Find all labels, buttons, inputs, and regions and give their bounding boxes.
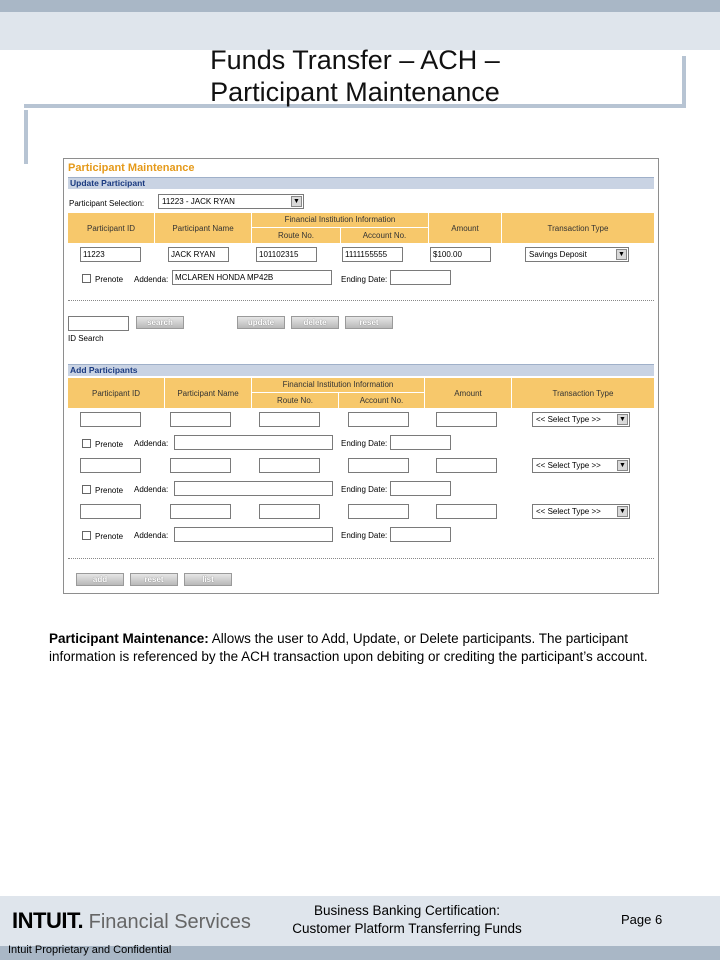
chevron-down-icon[interactable]: ▼ xyxy=(617,506,628,517)
amount-field[interactable] xyxy=(436,412,497,427)
footer-course-title xyxy=(262,902,552,938)
chevron-down-icon[interactable]: ▼ xyxy=(617,414,628,425)
ending-date-field[interactable] xyxy=(390,481,451,496)
participant-name-field[interactable] xyxy=(170,458,231,473)
prenote-label: Prenote xyxy=(95,532,124,541)
ending-date-field[interactable] xyxy=(390,527,451,542)
route-no-field[interactable] xyxy=(259,504,320,519)
header-participant-name: Participant Name xyxy=(155,213,251,243)
addenda-label: Addenda: xyxy=(134,439,169,448)
account-no-field[interactable]: 1111155555 xyxy=(342,247,403,262)
list-button[interactable]: list xyxy=(184,573,232,586)
header-transaction-type: Transaction Type xyxy=(512,378,654,408)
slide-title xyxy=(90,44,620,108)
header-participant-id: Participant ID xyxy=(68,378,164,408)
route-no-field[interactable]: 101102315 xyxy=(256,247,317,262)
header-account-no: Account No. xyxy=(341,227,428,243)
transaction-type-value: << Select Type >> xyxy=(536,415,601,424)
amount-field[interactable] xyxy=(436,458,497,473)
ending-date-label: Ending Date: xyxy=(341,275,388,284)
caption xyxy=(49,630,649,666)
header-amount: Amount xyxy=(429,213,501,243)
header-route-no: Route No. xyxy=(252,227,340,243)
update-participant-heading: Update Participant xyxy=(68,177,654,189)
addenda-field[interactable] xyxy=(174,527,333,542)
participant-selection-value: 11223 - JACK RYAN xyxy=(162,197,235,206)
logo-brand: INTUIT. xyxy=(12,908,84,933)
prenote-checkbox[interactable] xyxy=(82,439,91,448)
account-no-field[interactable] xyxy=(348,504,409,519)
participant-name-field[interactable] xyxy=(170,504,231,519)
reset-button[interactable]: reset xyxy=(345,316,393,329)
header-fi-info: Financial Institution Information xyxy=(252,213,428,227)
divider xyxy=(68,558,654,559)
ending-date-label: Ending Date: xyxy=(341,439,388,448)
header-fi-info: Financial Institution Information xyxy=(252,378,424,392)
transaction-type-value: << Select Type >> xyxy=(536,461,601,470)
ending-date-field[interactable] xyxy=(390,435,451,450)
ending-date-field[interactable] xyxy=(390,270,451,285)
prenote-label: Prenote xyxy=(95,440,124,449)
amount-field[interactable] xyxy=(436,504,497,519)
participant-id-field[interactable] xyxy=(80,412,141,427)
title-accent-left xyxy=(24,110,28,164)
transaction-type-dropdown[interactable] xyxy=(532,412,630,427)
participant-id-field[interactable]: 11223 xyxy=(80,247,141,262)
prenote-label: Prenote xyxy=(95,275,124,284)
route-no-field[interactable] xyxy=(259,458,320,473)
page-number: Page 6 xyxy=(621,912,663,927)
header-account-no: Account No. xyxy=(339,392,424,408)
slide-title-line2: Participant Maintenance xyxy=(210,77,500,107)
prenote-checkbox[interactable] xyxy=(82,485,91,494)
transaction-type-dropdown[interactable] xyxy=(532,504,630,519)
participant-selection-dropdown[interactable] xyxy=(158,194,304,209)
add-button[interactable]: add xyxy=(76,573,124,586)
participant-id-field[interactable] xyxy=(80,504,141,519)
top-band xyxy=(0,0,720,12)
header-amount: Amount xyxy=(425,378,511,408)
logo-subtitle: Financial Services xyxy=(83,911,251,933)
participant-maintenance-panel xyxy=(63,158,659,594)
transaction-type-value: Savings Deposit xyxy=(529,250,587,259)
chevron-down-icon[interactable]: ▼ xyxy=(617,460,628,471)
caption-text: Allows the user to Add, Update, or Delete participants. The participant information is referenced by the ACH transaction upon debiting or crediting the participant’s account. xyxy=(49,631,648,664)
divider xyxy=(68,300,654,301)
id-search-field[interactable] xyxy=(68,316,129,331)
reset-button[interactable]: reset xyxy=(130,573,178,586)
delete-button[interactable]: delete xyxy=(291,316,339,329)
search-button[interactable]: search xyxy=(136,316,184,329)
addenda-label: Addenda: xyxy=(134,275,169,284)
title-accent xyxy=(682,56,686,108)
add-participants-heading: Add Participants xyxy=(68,364,654,376)
id-search-label: ID Search xyxy=(68,334,104,343)
prenote-checkbox[interactable] xyxy=(82,531,91,540)
participant-name-field[interactable] xyxy=(170,412,231,427)
header-participant-id: Participant ID xyxy=(68,213,154,243)
slide-title-line1: Funds Transfer – ACH – xyxy=(210,45,500,75)
header-transaction-type: Transaction Type xyxy=(502,213,654,243)
addenda-label: Addenda: xyxy=(134,485,169,494)
account-no-field[interactable] xyxy=(348,458,409,473)
transaction-type-value: << Select Type >> xyxy=(536,507,601,516)
chevron-down-icon[interactable]: ▼ xyxy=(291,196,302,207)
route-no-field[interactable] xyxy=(259,412,320,427)
prenote-checkbox[interactable] xyxy=(82,274,91,283)
addenda-field[interactable] xyxy=(174,481,333,496)
chevron-down-icon[interactable]: ▼ xyxy=(616,249,627,260)
panel-title: Participant Maintenance xyxy=(68,162,195,174)
footer-line2: Customer Platform Transferring Funds xyxy=(292,921,522,936)
addenda-field[interactable] xyxy=(174,435,333,450)
ending-date-label: Ending Date: xyxy=(341,485,388,494)
addenda-label: Addenda: xyxy=(134,531,169,540)
update-button[interactable]: update xyxy=(237,316,285,329)
participant-id-field[interactable] xyxy=(80,458,141,473)
participant-name-field[interactable]: JACK RYAN xyxy=(168,247,229,262)
prenote-label: Prenote xyxy=(95,486,124,495)
amount-field[interactable]: $100.00 xyxy=(430,247,491,262)
ending-date-label: Ending Date: xyxy=(341,531,388,540)
caption-bold: Participant Maintenance: xyxy=(49,631,209,646)
intuit-logo xyxy=(12,908,251,935)
transaction-type-dropdown[interactable] xyxy=(525,247,629,262)
confidential-notice: Intuit Proprietary and Confidential xyxy=(8,944,172,956)
participant-selection-label: Participant Selection: xyxy=(69,199,145,208)
header-route-no: Route No. xyxy=(252,392,338,408)
addenda-field[interactable]: MCLAREN HONDA MP42B xyxy=(172,270,332,285)
footer-line1: Business Banking Certification: xyxy=(313,903,501,918)
transaction-type-dropdown[interactable] xyxy=(532,458,630,473)
account-no-field[interactable] xyxy=(348,412,409,427)
header-participant-name: Participant Name xyxy=(165,378,251,408)
